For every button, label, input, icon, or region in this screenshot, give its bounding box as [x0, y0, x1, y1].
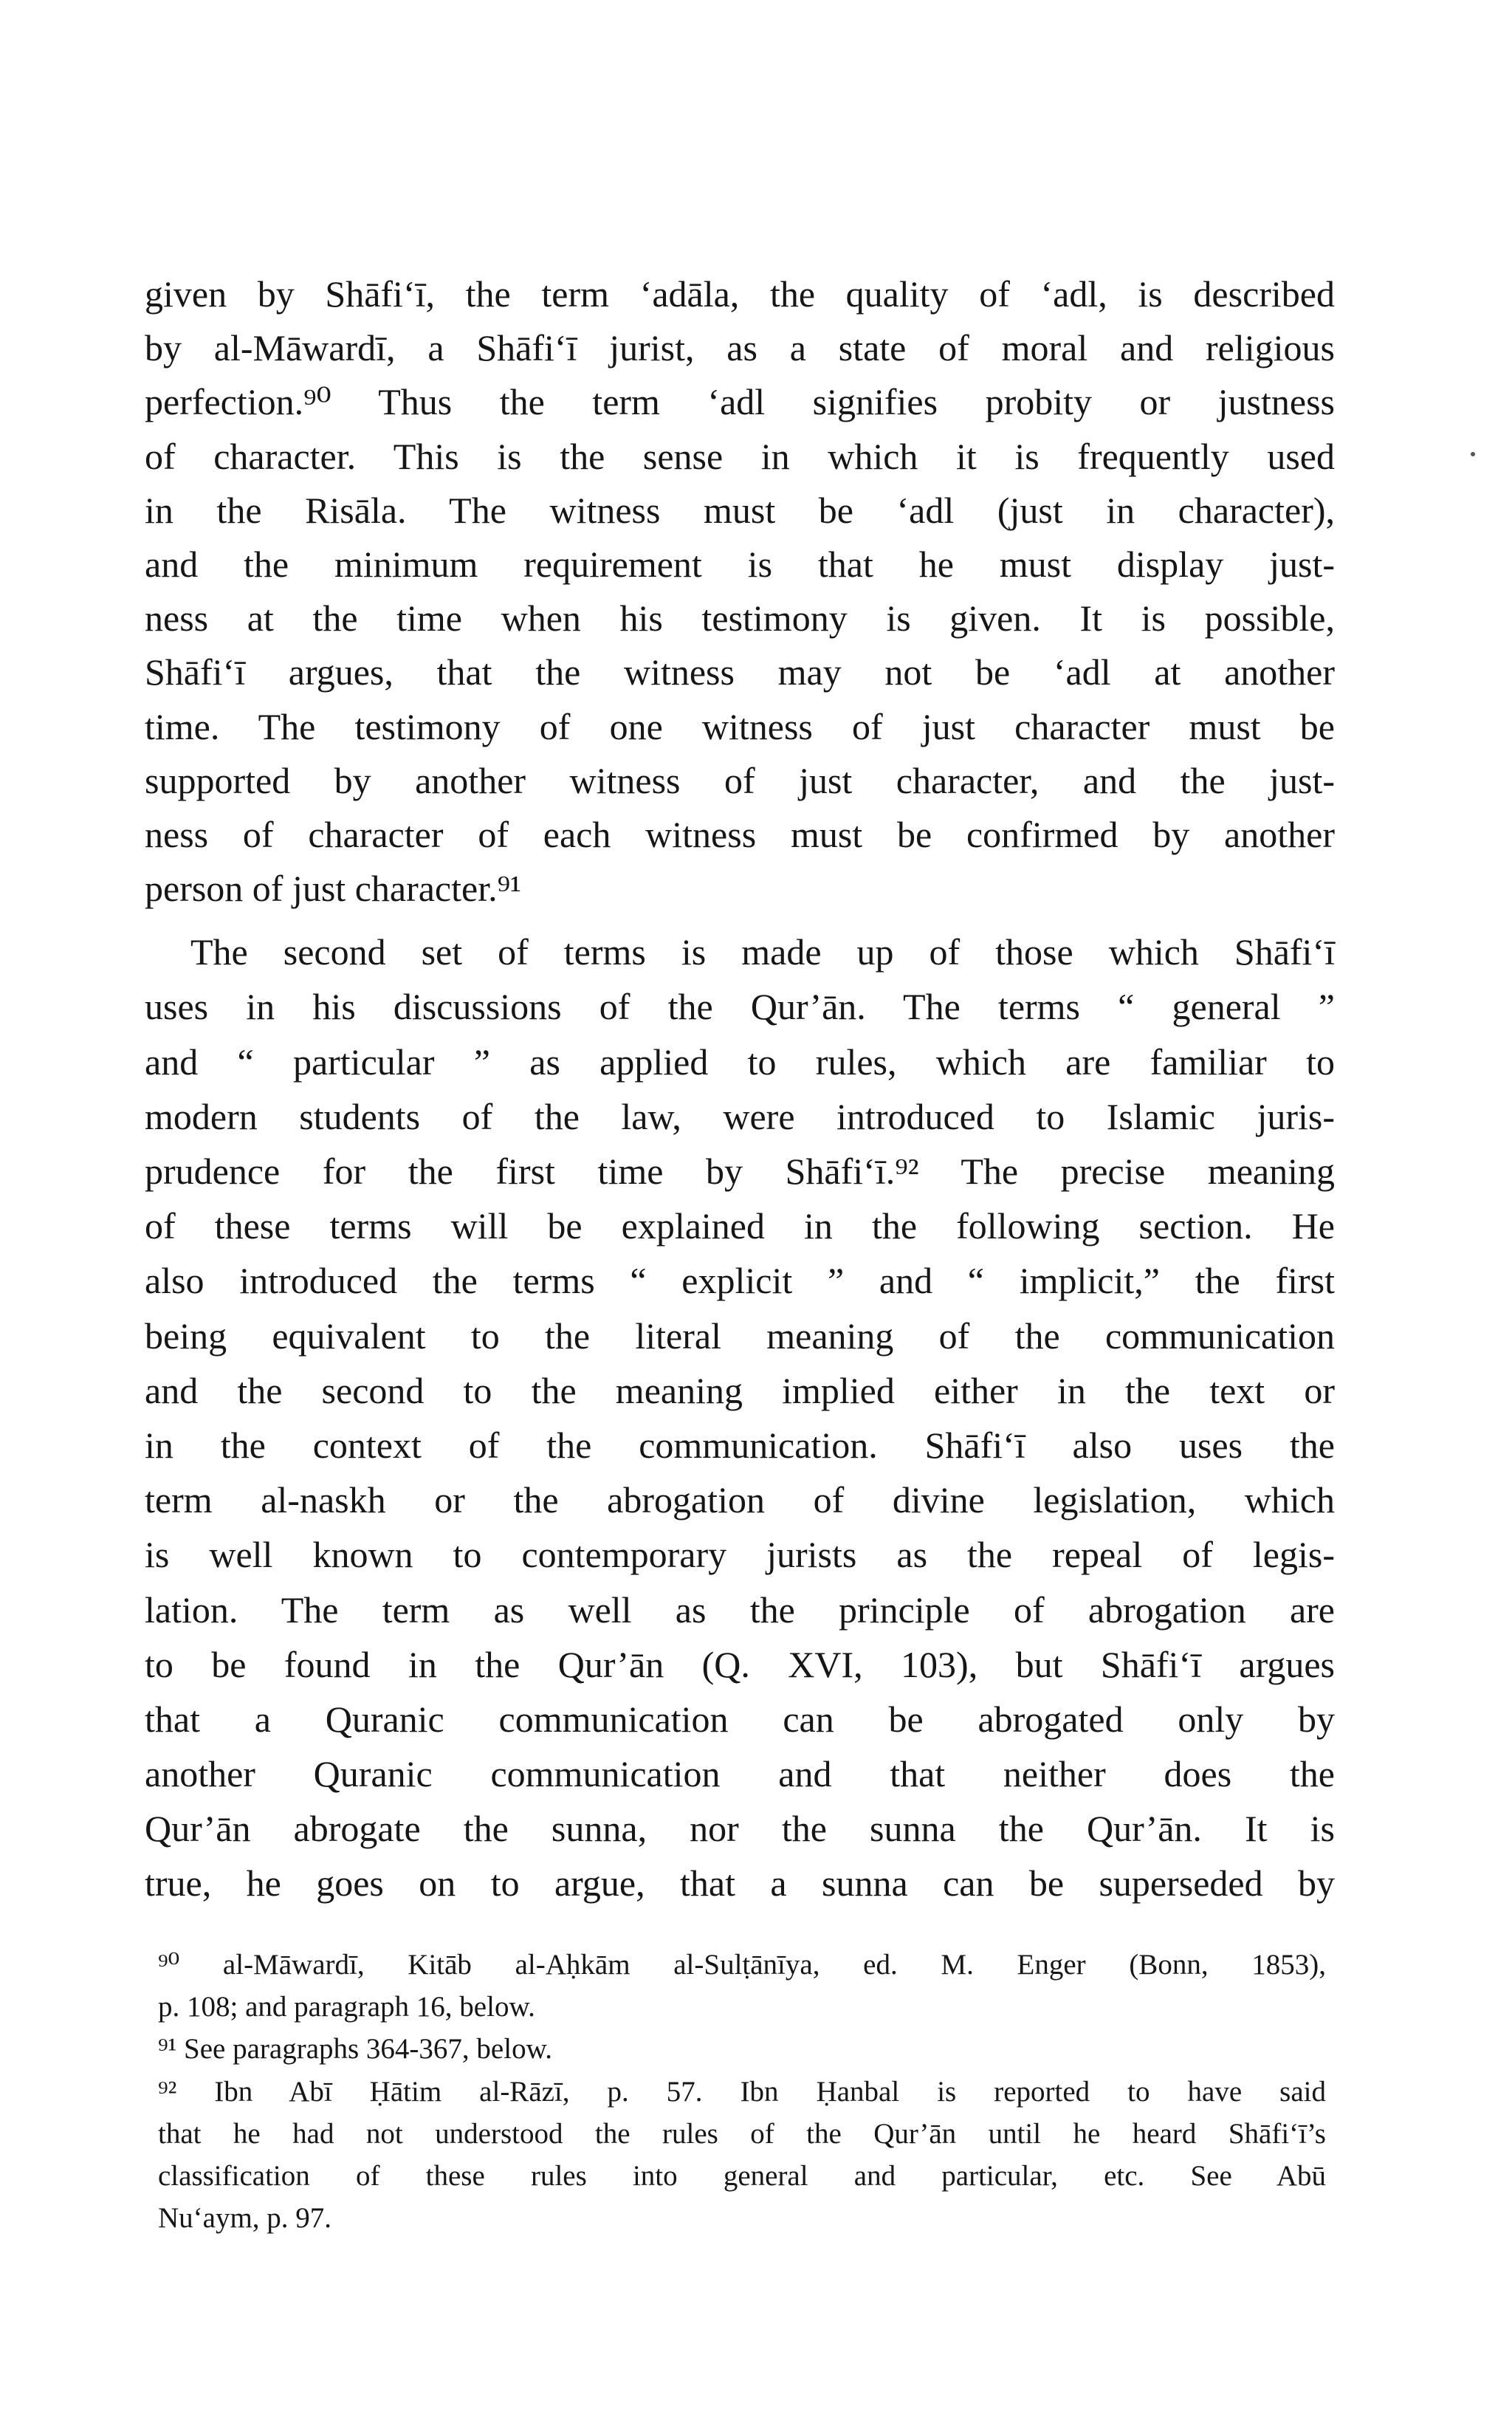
text-line: person of just character.⁹¹	[145, 868, 522, 910]
text-line: of character. This is the sense in which it is frequently used	[145, 435, 1335, 477]
text-line: lation. The term as well as the principle of abrogation are	[145, 1588, 1335, 1631]
footnote-line: Nu‘aym, p. 97.	[158, 2202, 332, 2235]
footnote-line: p. 108; and paragraph 16, below.	[158, 1991, 535, 2023]
text-line: in the context of the communication. Shāfi‘ī also uses the	[145, 1424, 1335, 1466]
paragraph	[145, 925, 1335, 1910]
footnote-line: classification of these rules into general and particular, etc. See Abū	[158, 2159, 1326, 2192]
footnotes	[158, 1944, 1326, 2239]
footnote-line: ⁹⁰ al-Māwardī, Kitāb al-Aḥkām al-Sulṭānīya, ed. M. Enger (Bonn, 1853),	[158, 1949, 1326, 1981]
text-line: and the minimum requirement is that he must display just-	[145, 543, 1335, 585]
text-line: true, he goes on to argue, that a sunna can be superseded by	[145, 1862, 1335, 1905]
text-line: ness of character of each witness must be confirmed by another	[145, 813, 1335, 855]
text-line: time. The testimony of one witness of just character must be	[145, 705, 1335, 747]
text-line: also introduced the terms “ explicit ” and “ implicit,” the first	[145, 1260, 1335, 1302]
footnote-line: ⁹¹ See paragraphs 364-367, below.	[158, 2033, 552, 2066]
text-line: perfection.⁹⁰ Thus the term ‘adl signifies probity or justness	[145, 381, 1335, 423]
text-line: to be found in the Qur’ān (Q. XVI, 103), but Shāfi‘ī argues	[145, 1643, 1335, 1685]
text-line: modern students of the law, were introduced to Islamic juris-	[145, 1095, 1335, 1137]
text-line: Qur’ān abrogate the sunna, nor the sunna the Qur’ān. It is	[145, 1808, 1335, 1850]
text-line: another Quranic communication and that neither does the	[145, 1753, 1335, 1795]
text-line: in the Risāla. The witness must be ‘adl (just in character),	[145, 489, 1335, 531]
text-line: given by Shāfi‘ī, the term ‘adāla, the quality of ‘adl, is described	[145, 273, 1335, 315]
text-line: uses in his discussions of the Qur’ān. The terms “ general ”	[145, 986, 1335, 1028]
text-line: being equivalent to the literal meaning of the communication	[145, 1314, 1335, 1357]
main-text	[145, 267, 1335, 1911]
text-line: by al-Māwardī, a Shāfi‘ī jurist, as a state of moral and religious	[145, 327, 1335, 369]
text-line: supported by another witness of just character, and the just-	[145, 759, 1335, 801]
text-line: The second set of terms is made up of those which Shāfi‘ī	[190, 931, 1335, 973]
footnote-line: that he had not understood the rules of the Qur’ān until he heard Shāfi‘ī’s	[158, 2117, 1326, 2150]
text-line: is well known to contemporary jurists as the repeal of legis-	[145, 1534, 1335, 1576]
text-line: Shāfi‘ī argues, that the witness may not be ‘adl at another	[145, 651, 1335, 693]
paragraph	[145, 267, 1335, 916]
text-line: and the second to the meaning implied either in the text or	[145, 1369, 1335, 1411]
text-line: prudence for the first time by Shāfi‘ī.⁹² The precise meaning	[145, 1151, 1335, 1192]
text-line: that a Quranic communication can be abrogated only by	[145, 1698, 1335, 1740]
margin-speck	[1471, 452, 1475, 456]
text-line: term al-naskh or the abrogation of divine legislation, which	[145, 1479, 1335, 1521]
text-line: and “ particular ” as applied to rules, which are familiar to	[145, 1041, 1335, 1083]
footnote-line: ⁹² Ibn Abī Ḥātim al-Rāzī, p. 57. Ibn Ḥanbal is reported to have said	[158, 2075, 1326, 2108]
text-line: ness at the time when his testimony is given. It is possible,	[145, 597, 1335, 640]
text-line: of these terms will be explained in the following section. He	[145, 1205, 1335, 1247]
